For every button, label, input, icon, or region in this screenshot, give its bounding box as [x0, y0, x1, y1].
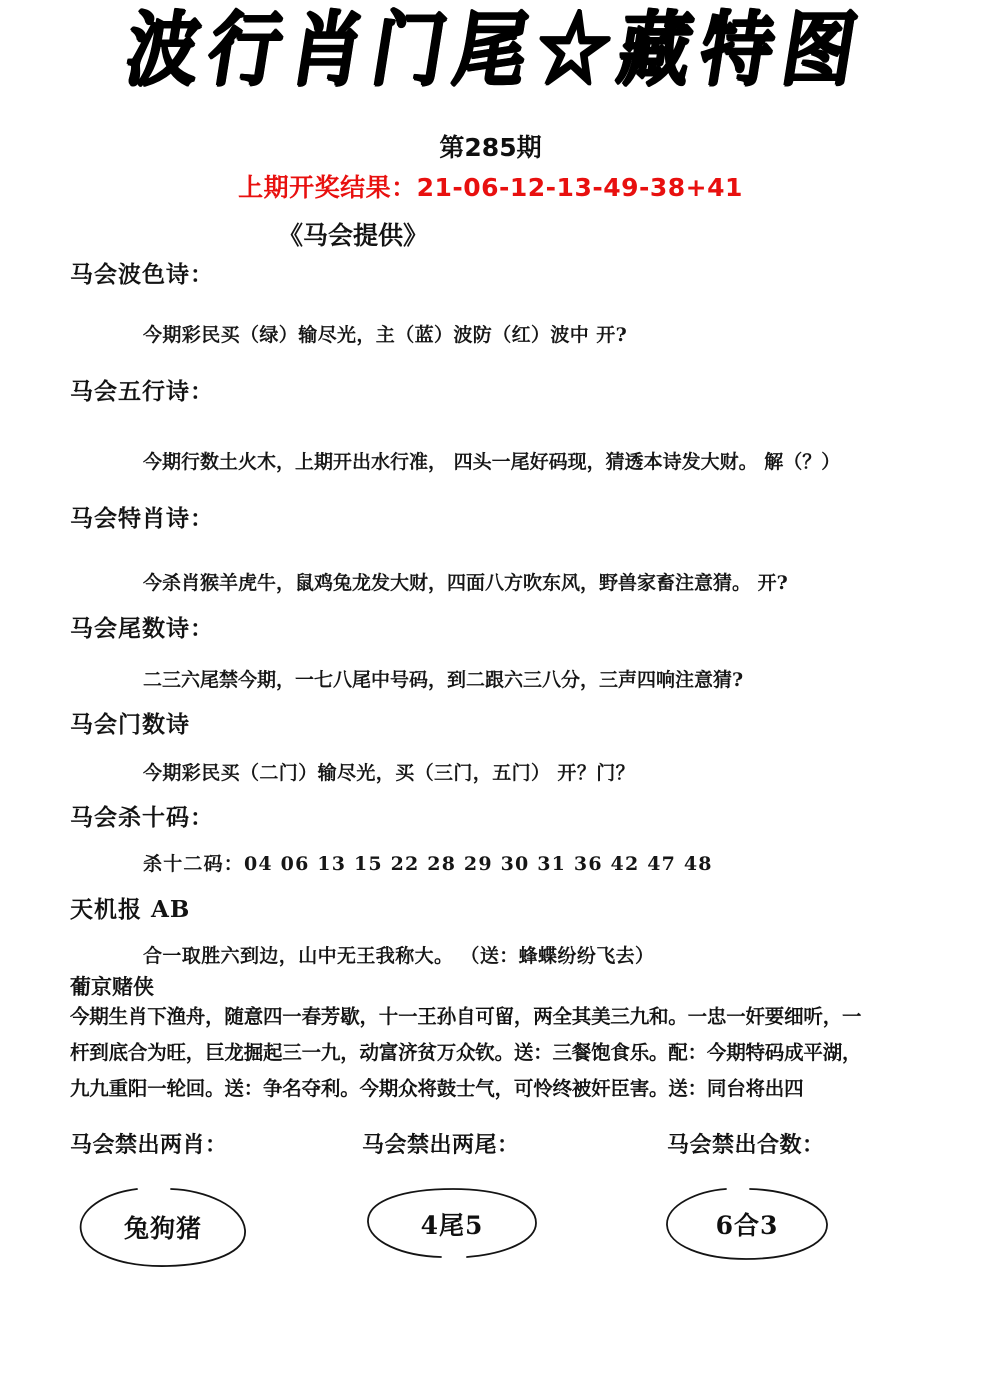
last-draw-result: 上期开奖结果：21-06-12-13-49-38+41 [238, 173, 743, 202]
section-verse-tianjibao: 合一取胜六到边，山中无王我称大。 （送：蜂蝶纷纷飞去） [143, 945, 655, 967]
forbidden-tail-text: 4尾5 [420, 1211, 484, 1240]
section-heading-bose: 马会波色诗： [70, 261, 214, 288]
section-heading-tianjibao: 天机报 AB [70, 896, 191, 923]
section-verse-weishu: 二三六尾禁今期，一七八尾中号码，到二跟六三八分，三声四响注意猜? [143, 669, 744, 691]
forbidden-value-zodiac [75, 1186, 251, 1268]
source-label: 《马会提供》 [278, 221, 429, 250]
section-heading-wuxing: 马会五行诗： [70, 378, 214, 405]
pujing-line-2: 杆到底合为旺，巨龙掘起三一九，动富济贫万众钦。送：三餐饱食乐。配：今期特码成平湖， [70, 1041, 862, 1064]
pujing-line-3: 九九重阳一轮回。送：争名夺利。今期众将鼓士气，可怜终被奸臣害。送：同台将出四 [70, 1077, 804, 1100]
hand-drawn-ellipse-icon [662, 1186, 832, 1262]
pujing-line-1: 今期生肖下渔舟，随意四一春芳歇，十一王孙自可留，两全其美三九和。一忠一奸要细听，一 [70, 1005, 862, 1028]
pujing-title: 葡京赌侠 [70, 974, 154, 999]
forbidden-label-zodiac: 马会禁出两肖： [70, 1132, 228, 1158]
masthead-title: 波行肖门尾☆藏特图 [120, 1, 874, 97]
section-verse-wuxing: 今期行数土火木，上期开出水行准， 四头一尾好码现，猜透本诗发大财。 解（？） [143, 451, 841, 473]
section-verse-bose: 今期彩民买（绿）输尽光，主（蓝）波防（红）波中 开? [143, 324, 628, 346]
forbidden-sum-text: 6合3 [715, 1211, 779, 1240]
section-heading-weishu: 马会尾数诗： [70, 615, 214, 642]
forbidden-label-tail: 马会禁出两尾： [362, 1132, 520, 1158]
hand-drawn-ellipse-icon [363, 1186, 541, 1262]
hand-drawn-ellipse-icon [75, 1186, 251, 1268]
masthead [0, 1, 981, 97]
section-verse-menshu: 今期彩民买（二门）输尽光，买（三门，五门） 开？门？ [143, 762, 636, 784]
kill-codes-line: 杀十二码：04 06 13 15 22 28 29 30 31 36 42 47 48 [143, 853, 713, 875]
section-heading-menshu: 马会门数诗 [70, 711, 190, 738]
forbidden-label-sum: 马会禁出合数： [667, 1132, 825, 1158]
section-heading-shashima: 马会杀十码： [70, 804, 214, 831]
issue-number: 第285期 [439, 133, 542, 162]
forbidden-value-sum [662, 1186, 832, 1262]
section-heading-texiao: 马会特肖诗： [70, 505, 214, 532]
forbidden-value-tail [363, 1186, 541, 1262]
section-verse-texiao: 今杀肖猴羊虎牛，鼠鸡兔龙发大财，四面八方吹东风，野兽家畜注意猜。 开? [143, 572, 788, 594]
forbidden-zodiac-text: 兔狗猪 [123, 1214, 202, 1243]
